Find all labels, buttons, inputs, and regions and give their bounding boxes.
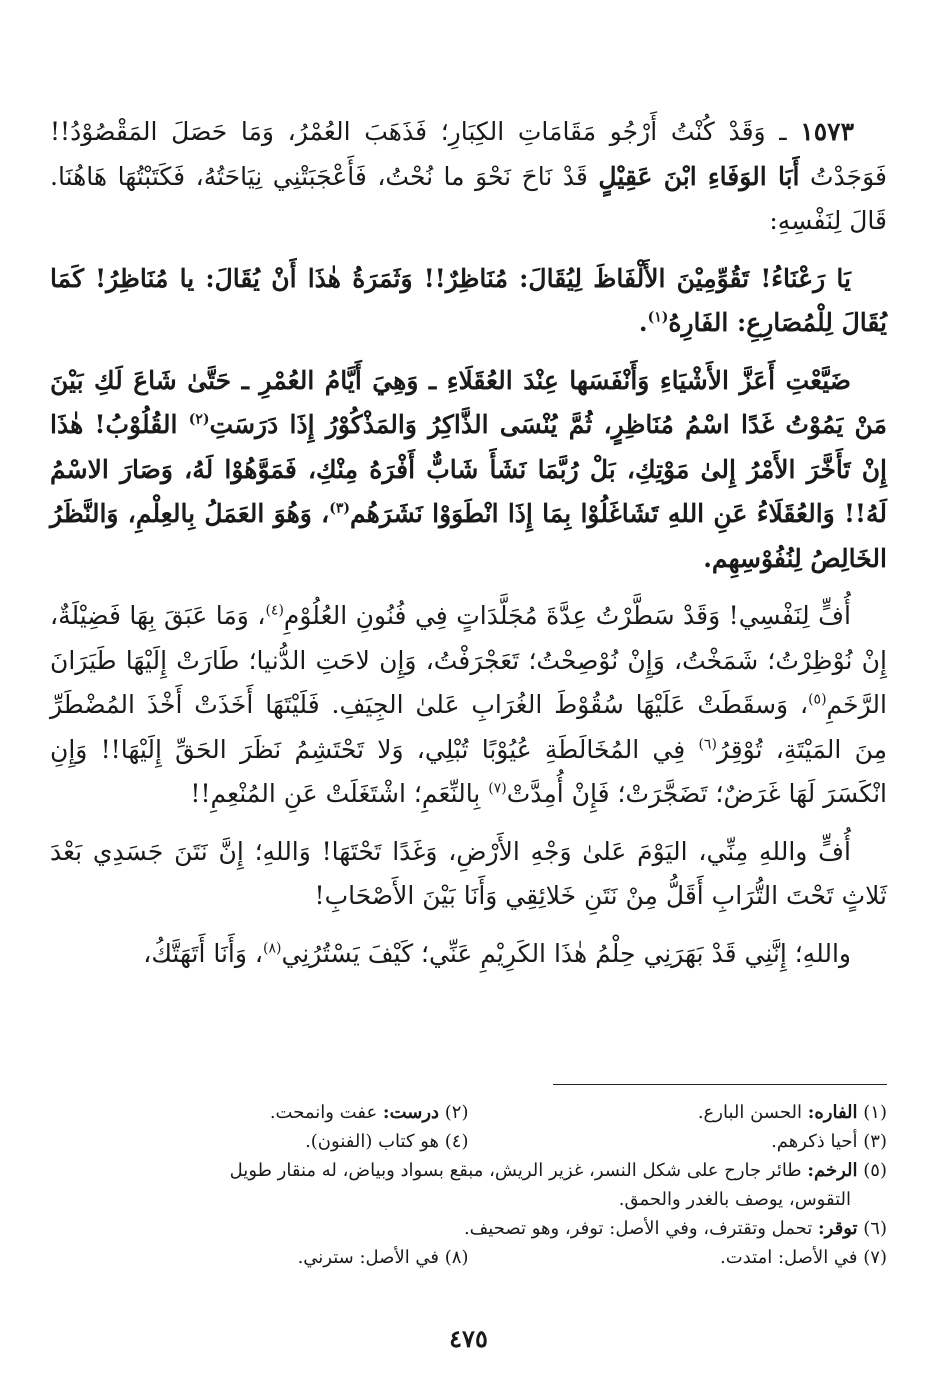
footnote-number: (٥) [863,1160,887,1181]
paragraph-text: ، وَهُوَ العَمَلُ بِالعِلْمِ، وَالنَّظَرُ الخَالِصُ لِنُفُوْسِهِم. [50,499,887,573]
footnote-4 [50,1127,469,1156]
footnote-term: الفاره: [807,1102,858,1123]
footnote-text: في الأصل: سترني. [297,1247,445,1268]
paragraph-text: القُلُوْبُ! هٰذَا إِنْ تَأَخَّرَ الأَمْرُ إِلىٰ مَوْتِكِ، بَلْ رُبَّمَا نَشَأَ شَابٌّ أَفْرَهُ مِنْكِ، فَمَوَّهُوْا لَهُ، وَصَارَ الاسْمُ لَهُ!! وَالعُقَلَاءُ عَنِ اللهِ تَشَاغَلُوْا بِمَا إِذَا انْطَوَوْا نَشَرَهُم [50,410,887,528]
person-name: أَبَا الوَفَاءِ ابْنَ عَقِيْلٍ [598,161,800,191]
footnote-6 [50,1214,887,1243]
footnote-7 [469,1243,888,1272]
footnote-ref[interactable]: (٧) [488,780,507,797]
footnote-ref[interactable]: (٢) [188,411,210,428]
footnote-2 [50,1098,469,1127]
paragraph-text: ، وَسقَطَتْ عَلَيْهَا سُقُوْطَ الغُرَابِ عَلىٰ الجِيَفِ. فَلَيْتَهَا أَخَذَتْ أَخْذَ المُضْطَرِّ مِنَ المَيْتَةِ، تُوْقِرُ [50,690,887,764]
footnote-text: الحسن البارع. [697,1102,808,1123]
footnote-number: (٣) [863,1131,887,1152]
footnote-ref[interactable]: (٨) [262,940,282,957]
footnote-term: توقر: [818,1218,858,1239]
entry-number: ١٥٧٣ [800,117,854,146]
paragraph-quote-2 [50,359,887,582]
footnote-number: (٧) [863,1247,887,1268]
footnotes [50,1098,887,1272]
footnote-ref[interactable]: (٥) [808,691,827,708]
footnote-ref[interactable]: (١) [647,309,669,326]
footnote-text: أحيا ذكرهم. [771,1131,864,1152]
paragraph-text: واللهِ؛ إِنَّنِي قَدْ بَهَرَنِي حِلْمُ هٰذَا الكَرِيْمِ عَنِّي؛ كَيْفَ يَسْتُرُنِي [281,938,851,968]
paragraph-text: فِي المُخَالَطَةِ عُيُوْبًا تُبْلِي، وَلا تَحْتَشِمُ نَظَرَ الحَقِّ إِلَيْهَا!! وَإِنِ انْكَسَرَ لَهَا غَرَضٌ؛ تَضَجَّرَتْ؛ فَإِنْ أُمِدَّتْ [50,734,887,808]
footnote-1 [469,1098,888,1127]
paragraph-4 [50,594,887,817]
footnote-text: طائر جارح على شكل النسر، غزير الريش، مبقع بسواد وبياض، له منقار طويل [229,1160,808,1181]
footnote-row [50,1127,887,1156]
footnote-3 [469,1127,888,1156]
footnote-number: (١) [863,1102,887,1123]
footnote-ref[interactable]: (٤) [265,602,284,619]
paragraph-text: قَدْ نَاحَ نَحْوَ ما نُحْتُ، فَأَعْجَبَتْنِي نِيَاحَتُهُ، فَكَتَبْتُهَا هَاهُنَا. قَالَ لِنَفْسِهِ: [50,161,887,235]
paragraph-5 [50,830,887,919]
paragraph-text: ـ وَقَدْ كُنْتُ أَرْجُو مَقَامَاتِ الكِبَارِ؛ فَذَهَبَ العُمْرُ، وَمَا حَصَلَ المَقْصُوْدُ!! فَوَجَدْتُ [50,117,887,191]
footnote-5 [50,1156,887,1185]
footnote-ref[interactable]: (٣) [329,500,350,517]
footnote-number: (٨) [444,1247,469,1268]
footnote-number: (٦) [863,1218,887,1239]
punctuation: . [638,308,648,337]
paragraph-1573 [50,110,887,244]
footnote-separator [553,1084,887,1085]
footnote-row [50,1243,887,1272]
footnote-text: عفت وانمحت. [269,1102,383,1123]
paragraph-text: ضَيَّعْتِ أَعَزَّ الأَشْيَاءِ وَأَنْفَسَها عِنْدَ العُقَلَاءِ ـ وَهِيَ أَيَّامُ العُمْرِ ـ حَتَّىٰ شَاعَ لَكِ بَيْنَ مَنْ يَمُوْتُ غَدًا اسْمُ مُنَاظِرٍ، ثُمَّ يُنْسَى الذَّاكِرُ وَالمَذْكُوْرُ إِذَا دَرَسَتِ [50,365,887,439]
page-body [50,110,887,989]
footnote-text: في الأصل: امتدت. [720,1247,864,1268]
page-number: ٤٧٥ [449,1324,488,1353]
paragraph-quote-1 [50,257,887,346]
footnote-term: الرخم: [807,1160,858,1181]
footnote-8 [50,1243,469,1272]
footnote-text: تحمل وتقترف، وفي الأصل: توفر، وهو تصحيف. [463,1218,819,1239]
paragraph-text: أُفٍّ لِنَفْسِي! وَقَدْ سَطَّرْتُ عِدَّةَ مُجَلَّدَاتٍ فِي فُنُونِ العُلُوْمِ [283,601,851,630]
paragraph-text: يَا رَعْنَاءُ! تَقُوِّمِيْنَ الأَلْفَاظَ لِيُقَالَ: مُنَاظِرٌ!! وَثَمَرَةُ هٰذَا أَنْ يُقَالَ: يا مُنَاظِرُ! كَمَا يُقَالَ لِلْمُصَارِعِ: الفَارِهُ [50,263,887,337]
footnote-row [50,1098,887,1127]
paragraph-text: ، وَمَا عَبَقَ بِهَا فَضِيْلَةٌ، إِنْ نُوْظِرْتُ؛ شَمَخْتُ، وَإِنْ نُوْصِحْتُ؛ تَعَجْرَفْتُ، وَإِن لاحَتِ الدُّنيا؛ طَارَتْ إِلَيْهَا طَيَرَانَ الرَّخَمِ [50,601,887,719]
paragraph-6 [50,932,887,977]
footnote-5-continued: التقوس، يوصف بالغدر والحمق. [618,1189,851,1210]
footnote-number: (٤) [444,1131,469,1152]
footnote-term: درست: [382,1102,440,1123]
paragraph-text: أُفٍّ واللهِ مِنِّي، اليَوْمَ عَلىٰ وَجْهِ الأَرْضِ، وَغَدًا تَحْتَهَا! وَاللهِ؛ إِنَّ نَتَنَ جَسَدِي بَعْدَ ثَلاثٍ تَحْتَ التُّرَابِ أَقَلُّ مِنْ نَتَنِ خَلائِقِي وَأَنَا بَيْنَ الأَصْحَابِ! [50,836,887,910]
paragraph-text: ، وَأَنَا أَتَهَتَّكُ، [143,938,263,968]
footnote-number: (٢) [444,1102,469,1123]
paragraph-text: بِالنِّعَمِ؛ اشْتَغَلَتْ عَنِ المُنْعِمِ!! [190,779,489,808]
footnote-ref[interactable]: (٦) [698,736,717,753]
footnote-text: هو كتاب (الفنون). [305,1131,445,1152]
